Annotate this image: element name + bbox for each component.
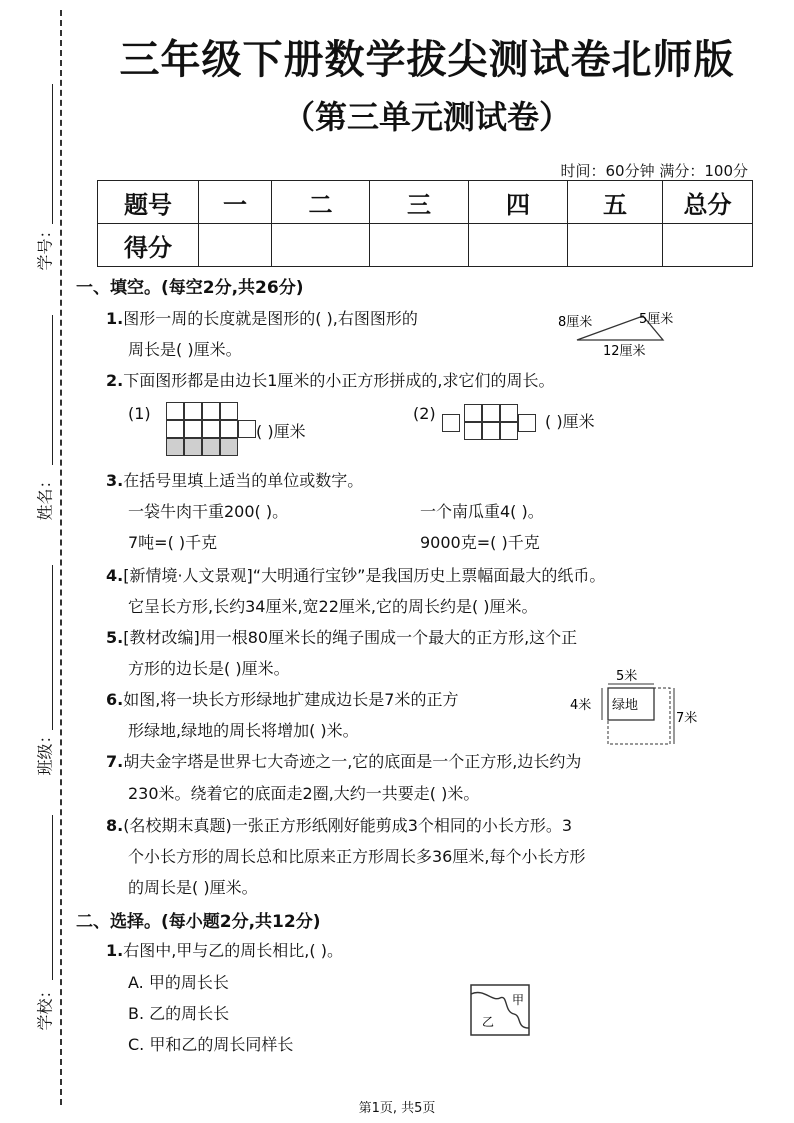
score-header-cell: 一 [199,181,272,224]
page-subtitle: （第三单元测试卷） [282,98,571,136]
grid-cell [202,420,220,438]
grid-cell [482,422,500,440]
yi-label: 乙 [482,1015,495,1029]
q2-part1-blank[interactable]: ( )厘米 [256,422,306,441]
expanded-square [608,688,670,744]
q7-line1 [106,752,581,772]
score-input-cell[interactable] [663,224,753,267]
q1-line1 [106,309,418,329]
q8-line1 [106,816,572,836]
binding-line [60,10,62,1105]
score-input-cell[interactable] [370,224,469,267]
score-table-score-row [98,224,753,267]
s2-q1-option-c[interactable]: C. 甲和乙的周长同样长 [128,1035,294,1054]
q3-item-c[interactable]: 7吨=( )千克 [128,533,218,552]
s2-q1-text: 右图中,甲与乙的周长相比,( )。 [123,941,343,960]
name-field [14,315,55,521]
q2-part1-label: (1) [128,404,151,423]
score-table [97,180,753,267]
q8-line3: 的周长是( )厘米。 [128,878,258,897]
s2-q1-number: 1. [106,941,124,960]
right-dimension-label: 7米 [676,711,698,726]
q6-number: 6. [106,690,124,709]
grid-figure-2 [442,404,542,442]
q5-number: 5. [106,628,124,647]
q4-line2: 它呈长方形,长约34厘米,宽22厘米,它的周长约是( )厘米。 [128,597,538,616]
time-info: 时间：60分钟 满分：100分 [560,162,748,180]
q4-number: 4. [106,566,124,585]
left-dimension-label: 4米 [570,698,592,713]
q8-line2: 个小长方形的周长总和比原来正方形周长多36厘米,每个小长方形 [128,847,586,866]
jia-label: 甲 [512,993,525,1007]
q8-number: 8. [106,816,124,835]
grid-cell [184,438,202,456]
score-header-cell: 总分 [663,181,753,224]
grid-cell [518,414,536,432]
q7-line2: 230米。绕着它的底面走2圈,大约一共要走( )米。 [128,784,480,803]
grid-cell [482,404,500,422]
grid-cell [184,420,202,438]
grid-cell [464,404,482,422]
score-row-label: 得分 [98,224,199,267]
grid-cell [202,438,220,456]
triangle-side-c: 12厘米 [603,344,646,359]
name-label: 姓名： [35,472,55,521]
grid-cell [220,438,238,456]
q5-line2: 方形的边长是( )厘米。 [128,659,290,678]
grid-cell [166,438,184,456]
q3-text: 在括号里填上适当的单位或数字。 [123,471,364,490]
top-dimension-label: 5米 [616,669,638,684]
q4-line1 [106,566,605,586]
score-header-cell: 三 [370,181,469,224]
page-title: 三年级下册数学拔尖测试卷北师版 [119,37,735,83]
score-header-cell: 题号 [98,181,199,224]
q7-text: 胡夫金字塔是世界七大奇迹之一,它的底面是一个正方形,边长约为 [123,752,582,771]
q1-text: 图形一周的长度就是图形的( ),右图图形的 [123,309,418,328]
q2-number: 2. [106,371,124,390]
section2-heading: 二、选择。(每小题2分,共12分) [76,912,321,932]
s2-q1-option-b[interactable]: B. 乙的周长长 [128,1004,230,1023]
q4-text: [新情境·人文景观]“大明通行宝钞”是我国历史上票幅面最大的纸币。 [123,566,606,585]
grid-cell [464,422,482,440]
score-header-cell: 二 [272,181,370,224]
q3-item-d[interactable]: 9000克=( )千克 [420,533,540,552]
section1-heading: 一、填空。(每空2分,共26分) [76,278,304,298]
s2-q1-option-a[interactable]: A. 甲的周长长 [128,973,229,992]
triangle-side-a: 8厘米 [558,315,593,330]
score-table-header-row [98,181,753,224]
class-label: 班级： [35,727,55,776]
q8-text: (名校期末真题)一张正方形纸刚好能剪成3个相同的小长方形。3 [123,816,573,835]
grid-cell [166,402,184,420]
q5-line1 [106,628,577,648]
school-line[interactable] [52,815,53,980]
student-no-label: 学号： [35,222,55,271]
q1-number: 1. [106,309,124,328]
page-footer: 第1页, 共5页 [358,1101,436,1116]
score-input-cell[interactable] [272,224,370,267]
name-line[interactable] [52,315,53,465]
q2-part2-blank[interactable]: ( )厘米 [545,412,595,431]
grid-figure-1 [166,402,256,458]
q2-line [106,371,555,391]
grid-cell [500,422,518,440]
s2-q1-line [106,941,343,961]
grid-cell [238,420,256,438]
score-header-cell: 五 [568,181,663,224]
grid-cell [202,402,220,420]
class-line[interactable] [52,565,53,730]
q6-text: 如图,将一块长方形绿地扩建成边长是7米的正方 [123,690,459,709]
q3-item-a[interactable]: 一袋牛肉干重200( )。 [128,502,289,521]
grid-cell [442,414,460,432]
school-field [14,815,54,1045]
q7-number: 7. [106,752,124,771]
q6-line1 [106,690,459,710]
grid-cell [184,402,202,420]
green-area-figure [566,664,706,748]
q3-number: 3. [106,471,124,490]
score-input-cell[interactable] [469,224,568,267]
class-field [14,565,55,776]
q2-part2-label: (2) [413,404,436,423]
grid-cell [220,402,238,420]
triangle-side-b: 5厘米 [639,312,674,327]
grid-cell [500,404,518,422]
score-input-cell[interactable] [199,224,272,267]
q6-line2: 形绿地,绿地的周长将增加( )米。 [128,721,359,740]
q1-line2: 周长是( )厘米。 [128,340,242,359]
triangle-figure [555,308,695,360]
school-label: 学校： [35,982,55,1031]
q2-text: 下面图形都是由边长1厘米的小正方形拼成的,求它们的周长。 [123,371,555,390]
jia-yi-figure [470,984,532,1038]
green-area-label: 绿地 [612,698,639,713]
grid-cell [220,420,238,438]
score-header-cell: 四 [469,181,568,224]
score-input-cell[interactable] [568,224,663,267]
q3-line [106,471,363,491]
q3-item-b[interactable]: 一个南瓜重4( )。 [420,502,544,521]
grid-cell [166,420,184,438]
q5-text: [教材改编]用一根80厘米长的绳子围成一个最大的正方形,这个正 [123,628,578,647]
